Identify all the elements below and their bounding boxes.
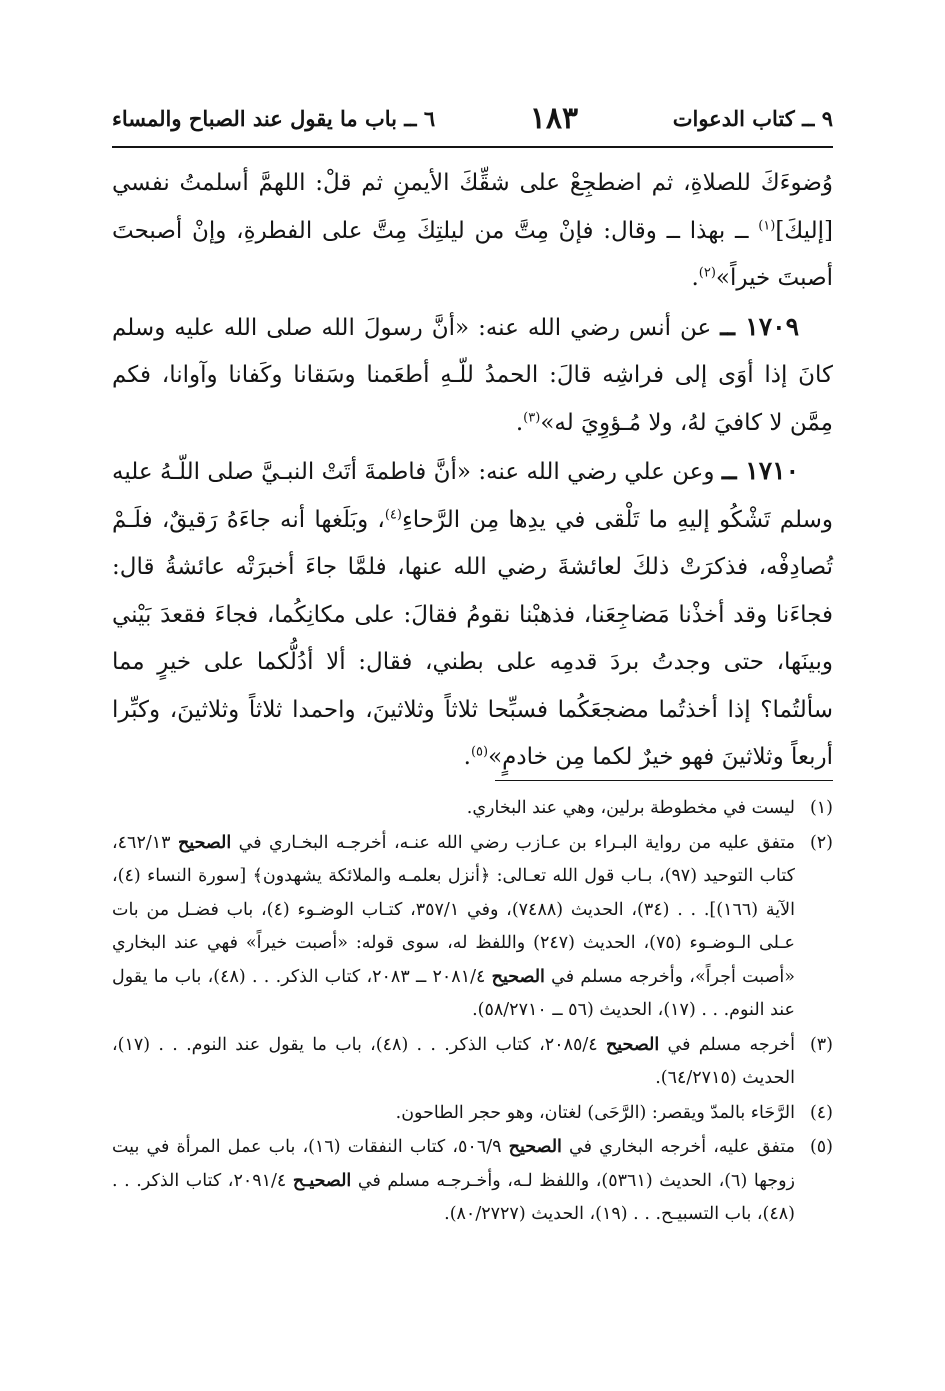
- footnote-3: [112, 1029, 833, 1096]
- footnote-5-source-bold: الصحيح: [508, 1137, 562, 1157]
- footnote-ref-2[interactable]: (٢): [698, 265, 716, 281]
- footnote-number: (٤): [809, 1102, 833, 1123]
- footnote-4: [112, 1097, 833, 1131]
- hadith-number-1709: ١٧٠٩ ــ: [720, 311, 799, 341]
- footnote-3-part-a: أخرجه مسلم في: [659, 1034, 795, 1055]
- footnote-5-part-a: متفق عليه، أخرجه البخاري في: [561, 1137, 795, 1157]
- footnote-text: [112, 1131, 795, 1232]
- hadith-1709-text: عن أنس رضي الله عنه: «أنَّ رسولَ الله صلى الله عليه وسلم كانَ إذا أوَى إلى فراشِه قالَ: الحمدُ للّـهِ أطعَمنا وسَقانا وكَفانا وآوانا، فكم مِمَّن لا كافيَ لهُ، ولا مُـؤوِيَ له»: [112, 314, 833, 436]
- header-book-title: ٩ ــ كتاب الدعوات: [672, 105, 833, 131]
- footnote-text: ليست في مخطوطة برلين، وهي عند البخاري.: [466, 798, 795, 818]
- hadith-number-1710: ١٧١٠ ــ: [721, 456, 799, 485]
- footnote-5-part-c: ٥٠٦/٩، كتاب النفقات (١٦)، باب عمل المرأة في بيت زوجها (٦)، الحديث (٥٣٦١)، واللفظ لـه، وأخـرجـه مسلم في: [112, 1137, 795, 1191]
- hadith-1710-text-1: وعن علي رضي الله عنه: «أنَّ فاطمةَ أتَتْ النبـيَّ صلى اللّـهُ عليه وسلم تَشْكُو إليهِ ما تَلْقى في يدِها مِن الرَّحاءِ: [112, 459, 834, 533]
- footnote-5-source-bold-2: الصحيـح: [292, 1170, 352, 1191]
- running-header: [112, 96, 833, 140]
- footnote-2-part-c: ٤٦٢/١٣، كتاب التوحيد (٩٧)، بـاب قول الله تعـالى: ﴿أنزل بعلمـه والملائكة يشهدون﴾ [سورة النساء (٤)، الآية (١٦٦)]. . . (٣٤)، الحديث (٧٤٨٨)، وفي ٣٥٧/١، كتـاب الوضـوء (٤)، باب فضـل من بات عـلى الـوضـوء (٧٥)، الحديث (٢٤٧) واللفظ له، سوى قوله: «أصبت خيراً» فهي عند البخاري «أصبت أجراً»، وأخرجه مسلم في: [112, 832, 795, 987]
- footnote-3-part-c: ٢٠٨٥/٤، كتاب الذكر. . . (٤٨)، باب ما يقول عند النوم. . . (١٧)، الحديث (٦٤/٢٧١٥).: [112, 1034, 795, 1088]
- footnote-text: [112, 827, 795, 1028]
- page-number: ١٨٣: [529, 100, 579, 136]
- footnote-ref-1[interactable]: (١): [758, 217, 776, 233]
- footnote-3-source-bold: الصحيح: [605, 1034, 660, 1055]
- hadith-1710-text-2: ، وبَلَغها أنه جاءَهُ رَقيقٌ، فلَـمْ تُصادِفْه، فذكرَتْ ذلكَ لعائشةَ رضي الله عنها، فلمَّا جاءَ أخبرَتْه عائشةُ قال: فجاءَنا وقد أخذْنا مَضاجِعَنا، فذهبْنا نقومُ فقالَ: على مكانِكُما، فجاءَ فقعدَ بَيْني وبينَها، حتى وجدتُ بردَ قدمِه على بطني، فقال: ألا أدُلُّكما على خيرٍ مما سألتُما؟ إذا أخذتُما مضجعَكُما فسبِّحا ثلاثاً وثلاثينَ، واحمدا ثلاثاً وثلاثينَ، وكبِّرا أربعاً وثلاثينَ فهو خيرٌ لكما مِن خادمٍ»: [112, 506, 833, 770]
- footnote-5: [112, 1131, 833, 1232]
- footnote-ref-5[interactable]: (٥): [470, 744, 489, 760]
- continuation-paragraph: [112, 160, 833, 303]
- footnote-text: الرَّحَاء بالمدّ ويقصر: (الرَّحَى) لغتان، وهو حجر الطاحون.: [395, 1102, 795, 1123]
- footnote-ref-3[interactable]: (٣): [523, 409, 541, 425]
- footnote-2-source-bold: الصحيح: [178, 832, 232, 853]
- footnote-number: (٥): [809, 1137, 833, 1157]
- footnote-2-part-a: متفق عليه من رواية البـراء بن عـازب رضي الله عنـه، أخرجـه البخـاري في: [231, 832, 795, 853]
- hadith-1710-end: .: [463, 744, 471, 770]
- footnotes: [112, 792, 833, 1233]
- hadith-1709: [112, 303, 833, 448]
- hadith-1709-end: .: [515, 409, 524, 436]
- footnote-number: (٢): [809, 832, 833, 853]
- footnote-1: [112, 792, 833, 826]
- footnote-text: [112, 1029, 795, 1096]
- continuation-text-2: ــ بهذا ــ وقال: فإنْ مِتَّ من ليلتِكَ مِتَّ على الفطرةِ، وإنْ أصبحتَ أصبتَ خيراً»: [112, 217, 833, 291]
- continuation-end: .: [691, 265, 699, 291]
- header-rule: [112, 146, 833, 148]
- hadith-1710: [112, 447, 833, 782]
- footnote-5-part-e: ٢٠٩١/٤، كتاب الذكر. . . (٤٨)، باب التسبيـح. . . (١٩)، الحديث (٨٠/٢٧٢٧).: [112, 1170, 795, 1224]
- continuation-text-1: وُضوءَكَ للصلاةِ، ثم اضطجِعْ على شقِّكَ الأيمنِ ثم قلْ: اللهمَّ أسلمتُ نفسي [إليكَ]: [112, 170, 833, 244]
- footnote-ref-4[interactable]: (٤): [384, 506, 402, 522]
- footnote-2-source-bold-2: الصحيح: [491, 966, 545, 987]
- footnote-rule: [495, 780, 833, 781]
- footnote-2-part-e: ٢٠٨١/٤ ــ ٢٠٨٣، كتاب الذكر. . . (٤٨)، باب ما يقول عند النوم. . . (١٧)، الحديث (٥٦ ــ ٥٨/٢٧١٠).: [112, 966, 795, 1020]
- footnote-number: (١): [809, 798, 833, 818]
- footnote-number: (٣): [809, 1034, 833, 1055]
- footnote-2: [112, 827, 833, 1028]
- main-text: [112, 160, 833, 782]
- header-chapter-title: ٦ ــ باب ما يقول عند الصباح والمساء: [112, 105, 436, 131]
